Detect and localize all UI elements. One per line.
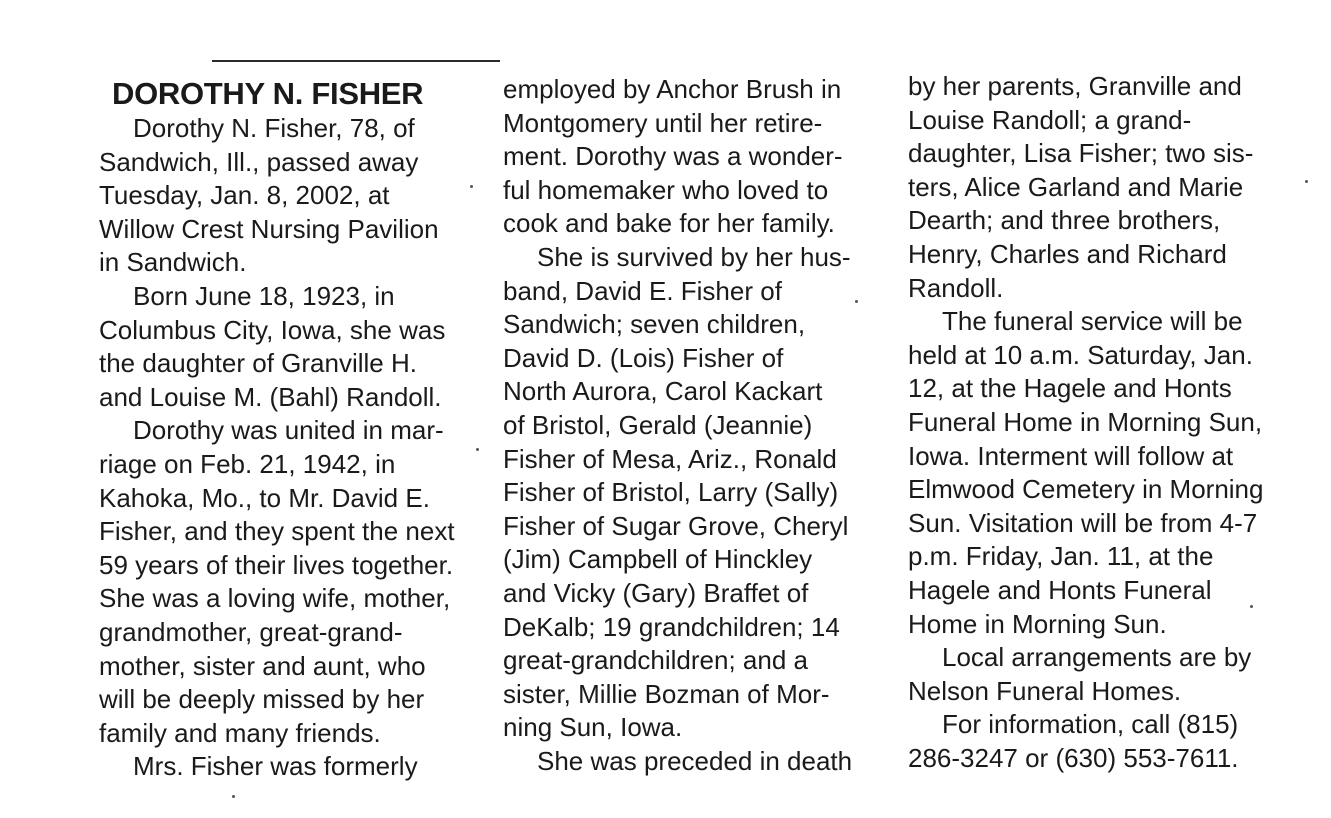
text-line: Dorothy was united in mar- — [133, 415, 444, 446]
text-line: Sandwich, Ill., passed away — [99, 146, 419, 177]
text-line: sister, Millie Bozman of Mor- — [503, 678, 830, 709]
text-line: Local arrangements are by — [942, 642, 1252, 673]
text-line: by her parents, Granville and — [908, 71, 1242, 101]
text-line: She was preceded in death — [537, 745, 853, 776]
text-line: Henry, Charles and Richard — [908, 238, 1227, 269]
text-line: Kahoka, Mo., to Mr. David E. — [99, 482, 430, 513]
text-line: mother, sister and aunt, who — [99, 650, 426, 681]
text-line: ters, Alice Garland and Marie — [908, 171, 1244, 202]
text-line: David D. (Lois) Fisher of — [503, 342, 784, 373]
text-line: Fisher of Mesa, Ariz., Ronald — [503, 443, 837, 474]
text-line: Iowa. Interment will follow at — [908, 440, 1234, 471]
text-column-2 — [503, 73, 852, 778]
text-line: Sun. Visitation will be from 4-7 — [908, 507, 1258, 538]
text-line: Randoll. — [908, 272, 1004, 303]
text-column-3 — [908, 70, 1263, 775]
text-line: employed by Anchor Brush in — [503, 74, 842, 104]
text-line: Sandwich; seven children, — [503, 309, 806, 340]
text-line: DeKalb; 19 grandchildren; 14 — [503, 611, 840, 642]
text-line: and Vicky (Gary) Braffet of — [503, 577, 809, 608]
text-line: Funeral Home in Morning Sun, — [908, 406, 1263, 437]
scan-speck — [470, 185, 473, 188]
text-line: 286-3247 or (630) 553-7611. — [908, 742, 1239, 773]
text-line: She was a loving wife, mother, — [99, 583, 451, 614]
text-line: Fisher of Bristol, Larry (Sally) — [503, 477, 839, 508]
text-line: Born June 18, 1923, in — [133, 280, 395, 311]
text-line: 12, at the Hagele and Honts — [908, 373, 1232, 404]
text-line: Fisher of Sugar Grove, Cheryl — [503, 510, 849, 541]
text-line: Fisher, and they spent the next — [99, 516, 455, 547]
text-line: ment. Dorothy was a wonder- — [503, 141, 843, 172]
text-line: will be deeply missed by her — [99, 684, 425, 715]
text-line: Dorothy N. Fisher, 78, of — [133, 113, 415, 143]
text-line: Dearth; and three brothers, — [908, 205, 1221, 236]
text-line: Montgomery until her retire- — [503, 107, 823, 138]
text-line: cook and bake for her family. — [503, 208, 835, 239]
text-line: Elmwood Cemetery in Morning — [908, 474, 1264, 505]
text-line: great-grandchildren; and a — [503, 645, 808, 676]
text-line: North Aurora, Carol Kackart — [503, 376, 823, 407]
text-line: Columbus City, Iowa, she was — [99, 314, 446, 345]
text-column-1 — [99, 112, 455, 784]
scan-speck — [232, 795, 235, 798]
obituary-headline: DOROTHY N. FISHER — [112, 76, 424, 111]
text-line: p.m. Friday, Jan. 11, at the — [908, 541, 1214, 572]
text-line: (Jim) Campbell of Hinckley — [503, 544, 813, 575]
text-line: ning Sun, Iowa. — [503, 712, 683, 743]
text-line: For information, call (815) — [942, 709, 1239, 740]
text-line: Louise Randoll; a grand- — [908, 104, 1192, 135]
scan-speck — [1250, 605, 1253, 608]
text-line: grandmother, great-grand- — [99, 616, 403, 647]
text-line: in Sandwich. — [99, 247, 247, 278]
text-line: family and many friends. — [99, 717, 381, 748]
text-line: Nelson Funeral Homes. — [908, 675, 1182, 706]
text-line: Home in Morning Sun. — [908, 608, 1167, 639]
text-line: of Bristol, Gerald (Jeannie) — [503, 409, 813, 440]
text-line: and Louise M. (Bahl) Randoll. — [99, 381, 442, 412]
text-line: She is survived by her hus- — [537, 241, 851, 272]
text-line: Hagele and Honts Funeral — [908, 574, 1212, 605]
top-rule — [212, 60, 500, 62]
text-line: Willow Crest Nursing Pavilion — [99, 213, 439, 244]
text-line: riage on Feb. 21, 1942, in — [99, 448, 396, 479]
text-line: held at 10 a.m. Saturday, Jan. — [908, 339, 1253, 370]
text-line: band, David E. Fisher of — [503, 275, 782, 306]
scan-speck — [855, 300, 858, 303]
text-line: 59 years of their lives together. — [99, 549, 454, 580]
text-line: the daughter of Granville H. — [99, 348, 417, 379]
text-line: Tuesday, Jan. 8, 2002, at — [99, 180, 390, 211]
text-line: Mrs. Fisher was formerly — [133, 751, 418, 782]
text-line: ful homemaker who loved to — [503, 174, 829, 205]
text-line: daughter, Lisa Fisher; two sis- — [908, 138, 1254, 169]
scan-speck — [1305, 180, 1308, 183]
text-line: The funeral service will be — [942, 306, 1243, 337]
scan-speck — [476, 448, 479, 451]
